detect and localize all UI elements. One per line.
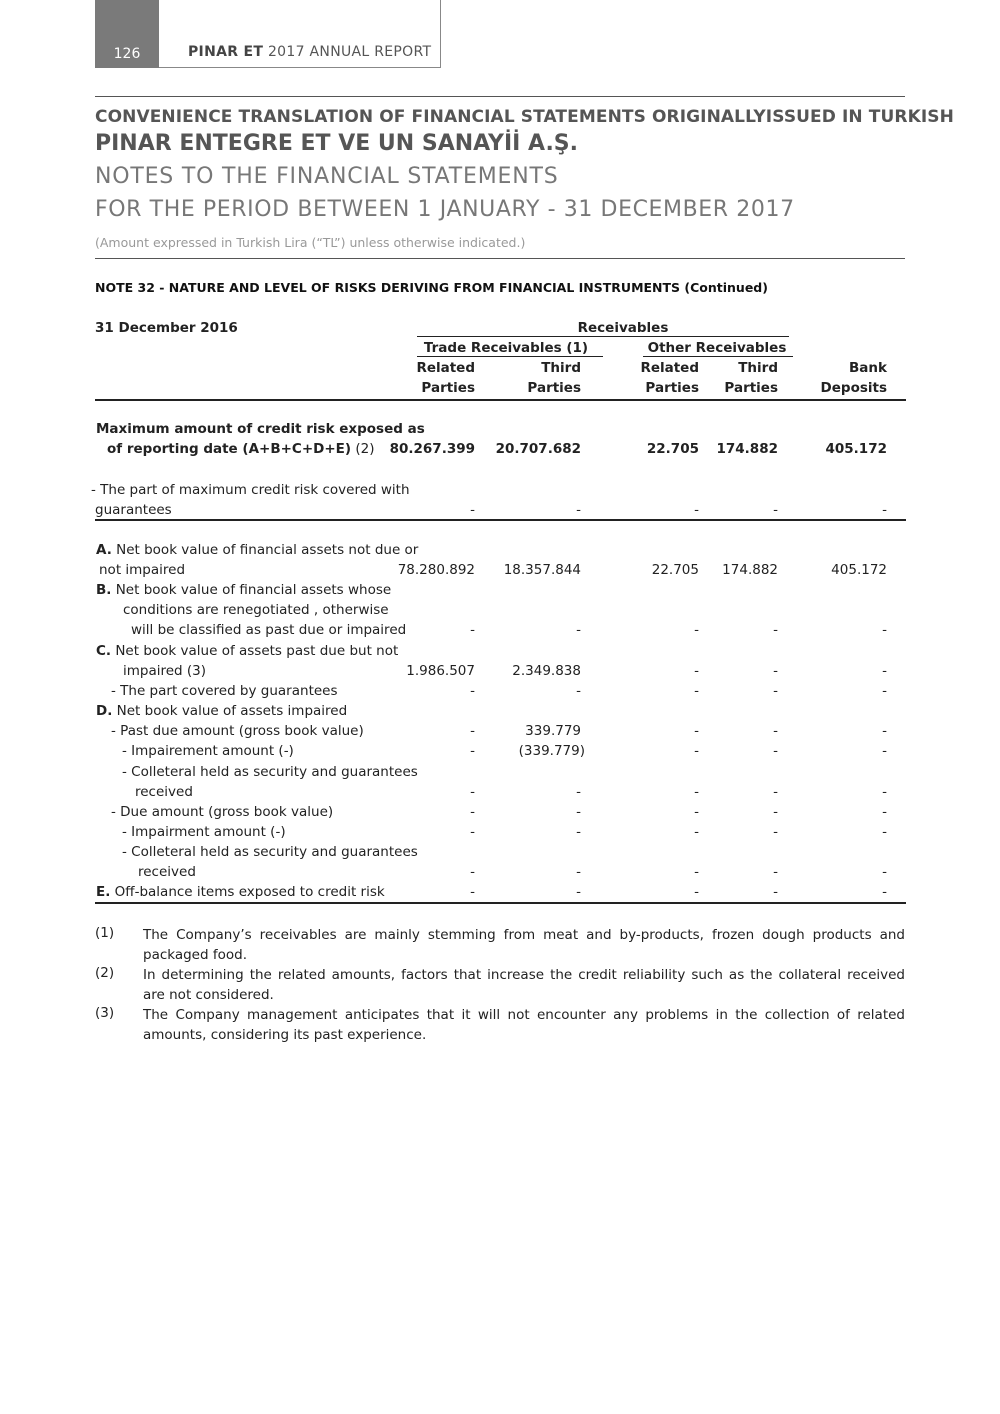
row-b-value-4: - — [773, 622, 778, 638]
row-d4-value-4: - — [773, 804, 778, 820]
col3-top: Related — [640, 360, 699, 376]
row-d4-value-3: - — [694, 804, 699, 820]
row-c-guarantee-value-1: - — [470, 683, 475, 699]
row-c-guarantee-value-3: - — [694, 683, 699, 699]
trade-receivables-underline — [417, 356, 603, 357]
row-c-label-2: impaired (3) — [123, 663, 207, 679]
row-b-label-3: will be classified as past due or impaired — [131, 622, 407, 638]
row-c-guarantee-label: - The part covered by guarantees — [111, 683, 338, 699]
row-b-text: Net book value of financial assets whose — [111, 582, 392, 598]
note-heading: NOTE 32 - NATURE AND LEVEL OF RISKS DERIVING FROM FINANCIAL INSTRUMENTS (Continued) — [95, 280, 768, 295]
company-name: PINAR ENTEGRE ET VE UN SANAYİİ A.Ş. — [95, 131, 579, 156]
row-e-value-1: - — [470, 884, 475, 900]
row-c-value-5: - — [882, 663, 887, 679]
row-d5-value-4: - — [773, 824, 778, 840]
row-e-label — [96, 884, 385, 900]
col4-bottom: Parties — [724, 380, 778, 396]
guarantee-value-1: - — [470, 502, 475, 518]
col4-top: Third — [738, 360, 778, 376]
footnote-1-number: (1) — [95, 925, 115, 941]
section-rule — [95, 519, 906, 521]
max-risk-label-1: Maximum amount of credit risk exposed as — [96, 421, 425, 437]
row-e-text: Off-balance items exposed to credit risk — [110, 884, 385, 900]
row-c-guarantee-value-4: - — [773, 683, 778, 699]
report-name: 2017 ANNUAL REPORT — [267, 44, 432, 60]
receivables-header: Receivables — [577, 320, 669, 336]
row-d3-value-3: - — [694, 784, 699, 800]
row-e-value-3: - — [694, 884, 699, 900]
notes-title: NOTES TO THE FINANCIAL STATEMENTS — [95, 164, 559, 189]
max-risk-value-5: 405.172 — [825, 441, 887, 457]
footnote-2-text: In determining the related amounts, factors that increase the credit reliability such as the collateral received are not considered. — [143, 967, 905, 1003]
row-b-value-3: - — [694, 622, 699, 638]
row-b-label-2: conditions are renegotiated , otherwise — [123, 602, 389, 618]
row-d4-value-5: - — [882, 804, 887, 820]
max-risk-label-2-text: of reporting date (A+B+C+D+E) — [107, 441, 352, 457]
row-b-value-2: - — [576, 622, 581, 638]
currency-note: (Amount expressed in Turkish Lira (“TL”) unless otherwise indicated.) — [95, 235, 526, 250]
row-d5-value-2: - — [576, 824, 581, 840]
row-a-value-5: 405.172 — [831, 562, 887, 578]
row-d-text: Net book value of assets impaired — [112, 703, 348, 719]
col3-bottom: Parties — [645, 380, 699, 396]
page-number: 126 — [95, 0, 159, 68]
row-a-label-1 — [96, 542, 418, 558]
row-d-label — [96, 703, 347, 719]
row-d6-label-1: - Colleteral held as security and guarantees — [122, 844, 418, 860]
table-bottom-rule — [95, 902, 906, 904]
footnote-1-text: The Company’s receivables are mainly stemming from meat and by-products, frozen dough products and packaged food. — [143, 927, 905, 963]
row-e-value-5: - — [882, 884, 887, 900]
row-b-value-1: - — [470, 622, 475, 638]
row-d-key: D. — [96, 703, 113, 719]
max-risk-footnote-ref: (2) — [351, 441, 375, 457]
max-risk-value-1: 80.267.399 — [389, 441, 475, 457]
row-d1-value-2: 339.779 — [525, 723, 581, 739]
footnote-2-number: (2) — [95, 965, 115, 981]
row-d2-value-1: - — [470, 743, 475, 759]
other-receivables-header: Other Receivables — [647, 340, 787, 356]
brand-name: PINAR ET — [188, 44, 264, 60]
row-c-guarantee-value-2: - — [576, 683, 581, 699]
row-d2-value-2: (339.779) — [518, 743, 585, 759]
footnote-3-number: (3) — [95, 1005, 115, 1021]
report-title — [188, 44, 431, 60]
row-d5-value-1: - — [470, 824, 475, 840]
row-a-value-1: 78.280.892 — [397, 562, 475, 578]
guarantee-value-4: - — [773, 502, 778, 518]
row-d5-value-5: - — [882, 824, 887, 840]
row-a-value-3: 22.705 — [651, 562, 699, 578]
row-a-value-2: 18.357.844 — [503, 562, 581, 578]
row-c-text: Net book value of assets past due but not — [111, 643, 399, 659]
header-divider — [95, 96, 905, 97]
trade-receivables-header: Trade Receivables (1) — [423, 340, 589, 356]
row-d1-label: - Past due amount (gross book value) — [111, 723, 364, 739]
other-receivables-underline — [643, 356, 793, 357]
guarantee-label-2: guarantees — [95, 502, 172, 518]
row-c-value-3: - — [694, 663, 699, 679]
max-risk-value-3: 22.705 — [646, 441, 699, 457]
guarantee-label-1: - The part of maximum credit risk covered with — [91, 482, 410, 498]
row-c-guarantee-value-5: - — [882, 683, 887, 699]
row-d4-label: - Due amount (gross book value) — [111, 804, 334, 820]
col1-top: Related — [416, 360, 475, 376]
row-d2-value-3: - — [694, 743, 699, 759]
col5-bottom: Deposits — [820, 380, 887, 396]
row-d6-value-4: - — [773, 864, 778, 880]
max-risk-value-2: 20.707.682 — [495, 441, 581, 457]
receivables-underline — [417, 336, 789, 337]
row-d4-value-1: - — [470, 804, 475, 820]
guarantee-value-3: - — [694, 502, 699, 518]
row-d1-value-1: - — [470, 723, 475, 739]
row-d1-value-5: - — [882, 723, 887, 739]
row-c-value-1: 1.986.507 — [406, 663, 475, 679]
row-d6-value-2: - — [576, 864, 581, 880]
row-d6-value-1: - — [470, 864, 475, 880]
col2-bottom: Parties — [527, 380, 581, 396]
row-d2-value-5: - — [882, 743, 887, 759]
row-d2-value-4: - — [773, 743, 778, 759]
convenience-translation-title: CONVENIENCE TRANSLATION OF FINANCIAL STATEMENTS ORIGINALLYISSUED IN TURKISH — [95, 107, 954, 127]
row-d1-value-4: - — [773, 723, 778, 739]
period-title: FOR THE PERIOD BETWEEN 1 JANUARY - 31 DECEMBER 2017 — [95, 197, 795, 222]
row-d6-value-3: - — [694, 864, 699, 880]
row-a-key: A. — [96, 542, 112, 558]
guarantee-value-5: - — [882, 502, 887, 518]
header-bottom-rule — [95, 399, 906, 401]
row-c-value-4: - — [773, 663, 778, 679]
row-d5-value-3: - — [694, 824, 699, 840]
max-risk-value-4: 174.882 — [716, 441, 778, 457]
row-b-key: B. — [96, 582, 112, 598]
footnote-3-text: The Company management anticipates that it will not encounter any problems in the collection of related amounts, considering its past experience. — [143, 1007, 905, 1043]
row-d6-label-2: received — [138, 864, 196, 880]
row-e-value-4: - — [773, 884, 778, 900]
row-c-label-1 — [96, 643, 398, 659]
row-d3-value-4: - — [773, 784, 778, 800]
row-e-key: E. — [96, 884, 111, 900]
row-d1-value-3: - — [694, 723, 699, 739]
row-c-key: C. — [96, 643, 112, 659]
row-a-text: Net book value of financial assets not due or — [111, 542, 419, 558]
row-d3-value-2: - — [576, 784, 581, 800]
row-d3-value-5: - — [882, 784, 887, 800]
row-c-value-2: 2.349.838 — [512, 663, 581, 679]
row-d5-label: - Impairment amount (-) — [122, 824, 286, 840]
page-header-tab — [95, 0, 441, 68]
row-d4-value-2: - — [576, 804, 581, 820]
guarantee-value-2: - — [576, 502, 581, 518]
col1-bottom: Parties — [421, 380, 475, 396]
row-d3-label-1: - Colleteral held as security and guarantees — [122, 764, 418, 780]
row-d2-label: - Impairement amount (-) — [122, 743, 294, 759]
title-divider — [95, 258, 905, 259]
row-a-value-4: 174.882 — [722, 562, 778, 578]
row-d3-label-2: received — [135, 784, 193, 800]
row-b-label-1 — [96, 582, 391, 598]
row-a-label-2: not impaired — [99, 562, 186, 578]
max-risk-label-2 — [107, 441, 374, 457]
col5-top: Bank — [849, 360, 887, 376]
table-date: 31 December 2016 — [95, 320, 238, 336]
row-b-value-5: - — [882, 622, 887, 638]
row-e-value-2: - — [576, 884, 581, 900]
col2-top: Third — [541, 360, 581, 376]
row-d6-value-5: - — [882, 864, 887, 880]
row-d3-value-1: - — [470, 784, 475, 800]
